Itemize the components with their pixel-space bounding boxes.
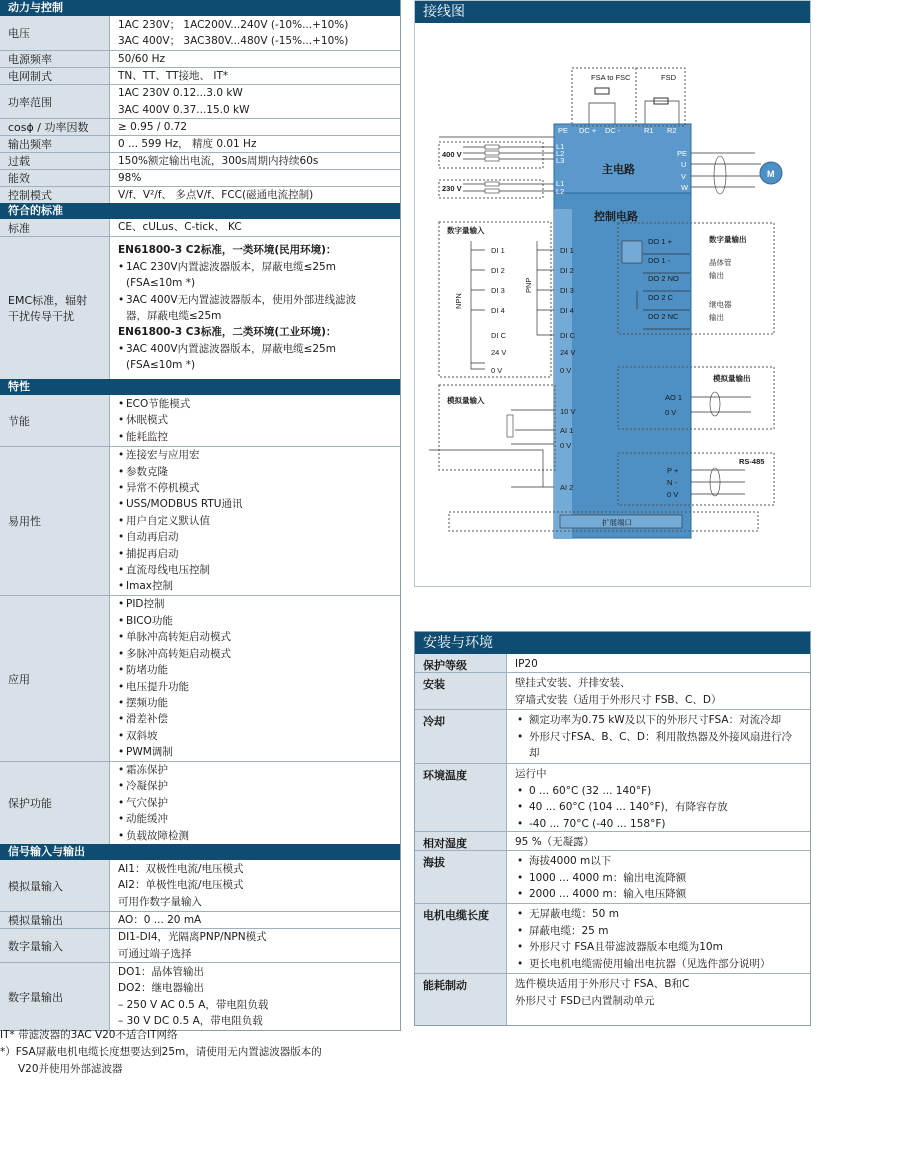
row-value <box>110 51 400 67</box>
rs485-wires <box>691 470 745 494</box>
l2-terminal: L2 <box>556 149 565 158</box>
di3-terminal: DI 3 <box>560 286 574 295</box>
row-label: 输出频率 <box>0 136 110 152</box>
fsa-fsc-label: FSA to FSC <box>591 73 631 82</box>
value-line: – 30 V DC 0.5 A，带电阻负载 <box>118 1014 263 1027</box>
di-title: 数字量输入 <box>447 226 485 235</box>
section-power-control: 动力与控制 <box>0 0 400 16</box>
row-label: 标准 <box>0 219 110 236</box>
npn-di1: DI 1 <box>491 246 505 255</box>
row-label: 过载 <box>0 153 110 169</box>
motor-label: M <box>767 169 775 179</box>
feature-item: • 负载故障检测 <box>118 828 392 844</box>
value-item: • -40 ... 70°C (-40 ... 158°F) <box>515 816 802 833</box>
control-circuit-label: 控制电路 <box>594 211 638 223</box>
feature-item: • 直流母线电压控制 <box>118 562 392 578</box>
row-usability <box>0 446 400 595</box>
row-label: 能耗制动 <box>415 974 507 1025</box>
row-control-mode <box>0 186 400 203</box>
feature-item: • 摆频功能 <box>118 695 392 711</box>
row-value <box>110 153 400 169</box>
value-item: • 40 ... 60°C (104 ... 140°F)，有降容存放 <box>515 799 802 816</box>
row-value <box>507 832 810 850</box>
environment-table <box>414 631 811 1026</box>
pe-out-terminal: PE <box>677 149 688 158</box>
feature-item: • 霜冻保护 <box>118 762 392 778</box>
value-line: 壁挂式安装、并排安装、 <box>515 677 631 689</box>
ao-title: 模拟量输出 <box>713 374 751 383</box>
ao-shield <box>710 392 720 416</box>
row-standard <box>0 219 400 236</box>
feature-item: • 捕捉再启动 <box>118 546 392 562</box>
row-value <box>110 395 400 446</box>
value-line: AI2：单极性电流/电压模式 <box>118 879 244 892</box>
rs485-title: RS-485 <box>739 457 765 466</box>
row-label: 数字量输入 <box>0 929 110 962</box>
value-line: DO1：晶体管输出 <box>118 965 205 978</box>
feature-item: • PWM调制 <box>118 744 392 760</box>
do-title: 数字量输出 <box>709 235 747 244</box>
npn-label: NPN <box>454 293 463 309</box>
row-value <box>110 170 400 186</box>
value-item: • 无屏蔽电缆：50 m <box>515 906 802 923</box>
row-label: 控制模式 <box>0 187 110 203</box>
value-item: • 1000 ... 4000 m：输出电流降额 <box>515 870 802 887</box>
emc-bullet-cont: (FSA≤10m *) <box>126 359 196 372</box>
feature-item: • 防堵功能 <box>118 662 392 678</box>
do2c-terminal: DO 2 C <box>648 293 674 302</box>
dc-plus-terminal: DC + <box>579 126 597 135</box>
row-value <box>110 68 400 84</box>
value-line: 3AC 400V； 3AC380V...480V (-15%...+10%) <box>118 35 349 47</box>
value-item: • 外形尺寸 FSA且带滤波器版本电缆为10m <box>515 939 802 956</box>
transistor-icon <box>622 241 642 263</box>
value-line: 可用作数字量输入 <box>118 895 202 908</box>
emc-bullet: • 3AC 400V内置滤波器版本，屏蔽电缆≤25m <box>118 341 392 357</box>
row-label: 数字量输出 <box>0 963 110 1030</box>
value-line: 穿墙式安装（适用于外形尺寸 FSB、C、D） <box>515 693 722 706</box>
row-value <box>110 119 400 135</box>
row-grid-system <box>0 67 400 84</box>
ai-0v-terminal: 0 V <box>560 441 572 450</box>
row-label: 环境温度 <box>415 764 507 831</box>
value-line: 50/60 Hz <box>118 52 166 65</box>
ao-0v-terminal: 0 V <box>665 408 677 417</box>
ai1-terminal: AI 1 <box>560 426 574 435</box>
di-wires <box>471 241 554 369</box>
relay-label-1: 继电器 <box>709 300 732 309</box>
do2nc-terminal: DO 2 NC <box>648 312 679 321</box>
value-line: CE、cULus、C-tick、 KC <box>118 221 242 234</box>
value-item: • 外形尺寸FSA、B、C、D：利用散热器及外接风扇进行冷却 <box>515 729 802 762</box>
row-label: 冷却 <box>415 710 507 763</box>
environment-header: 安装与环境 <box>415 632 810 654</box>
row-overload <box>0 152 400 169</box>
row-label: 保护等级 <box>415 654 507 672</box>
row-value <box>110 912 400 928</box>
do1p-terminal: DO 1 + <box>648 237 672 246</box>
section-standards: 符合的标准 <box>0 203 400 219</box>
emc-bullet: • 1AC 230V内置滤波器版本，屏蔽电缆≤25m <box>118 259 392 275</box>
row-label <box>0 237 110 379</box>
feature-item: • 滑差补偿 <box>118 711 392 727</box>
row-value <box>110 16 400 50</box>
transistor-label-2: 输出 <box>709 271 724 280</box>
v24-terminal: 24 V <box>560 348 576 357</box>
row-analog-input <box>0 860 400 911</box>
l1-terminal-230: L1 <box>556 179 565 188</box>
emc-bullet-cont: 器，屏蔽电缆≤25m <box>126 310 222 322</box>
fuses <box>485 145 499 193</box>
row-label: 能效 <box>0 170 110 186</box>
ai-wires <box>429 410 554 487</box>
row-value <box>110 762 400 844</box>
row-power-factor <box>0 118 400 135</box>
do1m-terminal: DO 1 - <box>648 256 671 265</box>
npn-0v: 0 V <box>491 366 503 375</box>
standards-rows <box>0 219 400 379</box>
power-rows <box>0 16 400 203</box>
row-label: 相对湿度 <box>415 832 507 850</box>
value-line: 1AC 230V 0.12...3.0 kW <box>118 87 243 100</box>
row-digital-input <box>0 928 400 962</box>
emc-c3-title: EN61800-3 C3标准，二类环境(工业环境)： <box>118 326 337 339</box>
row-output-frequency <box>0 135 400 152</box>
rs485-0v-terminal: 0 V <box>667 490 679 499</box>
value-line: ≥ 0.95 / 0.72 <box>118 120 188 133</box>
value-line: 运行中 <box>515 768 547 780</box>
feature-item: • BICO功能 <box>118 613 392 629</box>
feature-item: • 双斜坡 <box>118 728 392 744</box>
row-value <box>110 963 400 1030</box>
row-protection-class <box>415 654 810 672</box>
row-label: 模拟量输入 <box>0 860 110 911</box>
row-braking <box>415 973 810 1025</box>
main-circuit-label: 主电路 <box>602 164 635 176</box>
row-humidity <box>415 831 810 850</box>
row-grid-frequency <box>0 50 400 67</box>
row-cooling <box>415 709 810 763</box>
row-value <box>110 85 400 118</box>
npn-dic: DI C <box>491 331 506 340</box>
feature-item: • 多脉冲高转矩启动模式 <box>118 646 392 662</box>
value-line: 0 ... 599 Hz， 精度 0.01 Hz <box>118 137 257 150</box>
row-value <box>110 136 400 152</box>
feature-item: • 冷凝保护 <box>118 778 392 794</box>
emc-bullet-cont: (FSA≤10m *) <box>126 277 196 290</box>
brake-module <box>595 88 609 94</box>
value-line: AO：0 ... 20 mA <box>118 913 202 926</box>
value-line: 98% <box>118 171 142 184</box>
row-label: 应用 <box>0 596 110 761</box>
npn-di4: DI 4 <box>491 306 505 315</box>
value-item: • 更长电机电缆需使用输出电抗器（见选件部分说明） <box>515 956 802 973</box>
ai2-terminal: AI 2 <box>560 483 574 492</box>
row-value <box>110 187 400 203</box>
footnotes <box>0 1027 400 1078</box>
value-line: IP20 <box>515 658 538 670</box>
row-analog-output <box>0 911 400 928</box>
row-label: 电源频率 <box>0 51 110 67</box>
ao1-terminal: AO 1 <box>665 393 683 402</box>
value-line: 选件模块适用于外形尺寸 FSA、B和C <box>515 978 690 990</box>
input-230v-label: 230 V <box>442 184 462 193</box>
l1-terminal: L1 <box>556 142 565 151</box>
feature-item: • PID控制 <box>118 596 392 612</box>
npn-di2: DI 2 <box>491 266 505 275</box>
io-rows <box>0 860 400 1030</box>
row-value <box>507 904 810 973</box>
feature-item: • 单脉冲高转矩启动模式 <box>118 629 392 645</box>
r1-terminal: R1 <box>644 126 654 135</box>
row-ambient-temperature <box>415 763 810 831</box>
row-label: cosϕ / 功率因数 <box>0 119 110 135</box>
spec-table <box>0 0 401 1031</box>
feature-item: • 气穴保护 <box>118 795 392 811</box>
relay-label-2: 输出 <box>709 313 724 322</box>
value-line: TN、TT、TT接地、 IT* <box>118 69 229 82</box>
u-terminal: U <box>681 160 687 169</box>
pe-terminal: PE <box>558 126 569 135</box>
di4-terminal: DI 4 <box>560 306 574 315</box>
feature-item: • ECO节能模式 <box>118 396 392 412</box>
w-terminal: W <box>681 183 689 192</box>
ao-wires <box>691 397 751 412</box>
section-io: 信号输入与输出 <box>0 844 400 860</box>
npn-24v: 24 V <box>491 348 507 357</box>
p-plus-terminal: P + <box>667 466 679 475</box>
value-item: • 2000 ... 4000 m：输入电压降额 <box>515 886 802 903</box>
feature-item: • USS/MODBUS RTU通讯 <box>118 496 392 512</box>
value-item: • 屏蔽电缆：25 m <box>515 923 802 940</box>
row-value <box>110 219 400 236</box>
value-line: DI1-DI4，光隔离PNP/NPN模式 <box>118 931 267 944</box>
row-label: 节能 <box>0 395 110 446</box>
emc-c2-title: EN61800-3 C2标准，一类环境(民用环境)： <box>118 244 337 257</box>
feature-item: • Imax控制 <box>118 578 392 594</box>
di2-terminal: DI 2 <box>560 266 574 275</box>
row-voltage <box>0 16 400 50</box>
label-line: 干扰传导干扰 <box>8 310 74 323</box>
value-line: 可通过端子选择 <box>118 947 192 960</box>
footnote: *）FSA屏蔽电机电缆长度想要达到25m，请使用无内置滤波器版本的 <box>0 1046 322 1058</box>
row-value <box>507 851 810 903</box>
row-value <box>507 974 810 1025</box>
l2-terminal-230: L2 <box>556 187 565 196</box>
feature-item: • 用户自定义默认值 <box>118 513 392 529</box>
row-protection <box>0 761 400 844</box>
value-item: • 0 ... 60°C (32 ... 140°F) <box>515 783 802 800</box>
feature-item: • 能耗监控 <box>118 429 392 445</box>
n-minus-terminal: N - <box>667 478 677 487</box>
expansion-port-label: 扩展端口 <box>602 518 632 527</box>
ai-title: 模拟量输入 <box>447 396 485 405</box>
row-value <box>507 654 810 672</box>
value-line: AI1：双极性电流/电压模式 <box>118 862 244 875</box>
row-label: 模拟量输出 <box>0 912 110 928</box>
row-value <box>507 673 810 709</box>
row-value <box>507 710 810 763</box>
feature-item: • 动能缓冲 <box>118 811 392 827</box>
feature-item: • 连接宏与应用宏 <box>118 447 392 463</box>
r2-terminal: R2 <box>667 126 677 135</box>
v10-terminal: 10 V <box>560 407 576 416</box>
l3-terminal: L3 <box>556 156 565 165</box>
value-line: 95 %（无凝露） <box>515 836 595 848</box>
di1-terminal: DI 1 <box>560 246 574 255</box>
value-line: 外形尺寸 FSD已内置制动单元 <box>515 994 655 1007</box>
wiring-diagram-panel <box>414 0 811 587</box>
label-line: EMC标准，辐射 <box>8 294 88 307</box>
value-line: 3AC 400V 0.37...15.0 kW <box>118 103 250 116</box>
value-line: 150%额定输出电流，300s周期内持续60s <box>118 154 319 167</box>
footnote: V20并使用外部滤波器 <box>18 1063 123 1075</box>
npn-di3: DI 3 <box>491 286 505 295</box>
value-line: – 250 V AC 0.5 A，带电阻负载 <box>118 998 269 1011</box>
wiring-diagram <box>415 23 812 587</box>
row-label: 功率范围 <box>0 85 110 118</box>
row-digital-output <box>0 962 400 1030</box>
row-emc <box>0 236 400 379</box>
wiring-title: 接线图 <box>415 1 810 23</box>
feature-item: • 参数克隆 <box>118 464 392 480</box>
fsd-label: FSD <box>661 73 676 82</box>
row-value <box>110 929 400 962</box>
row-motor-cable-length <box>415 903 810 973</box>
row-value <box>507 764 810 831</box>
row-value <box>110 860 400 911</box>
do2no-terminal: DO 2 NO <box>648 274 679 283</box>
feature-item: • 休眠模式 <box>118 412 392 428</box>
potentiometer-icon <box>507 415 513 437</box>
input-400v-label: 400 V <box>442 150 462 159</box>
pnp-label: PNP <box>524 277 533 293</box>
value-line: V/f、V²/f、 多点V/f、FCC(磁通电流控制) <box>118 188 314 201</box>
features-rows <box>0 395 400 844</box>
value-line: 1AC 230V； 1AC200V...240V (-10%...+10%) <box>118 18 349 31</box>
row-altitude <box>415 850 810 903</box>
row-label: 电压 <box>0 16 110 50</box>
row-mounting <box>415 672 810 709</box>
row-energy-saving <box>0 395 400 446</box>
feature-item: • 异常不停机模式 <box>118 480 392 496</box>
row-value <box>110 596 400 761</box>
value-line: DO2：继电器输出 <box>118 982 205 995</box>
v-terminal: V <box>681 172 687 181</box>
row-label: 易用性 <box>0 447 110 595</box>
value-item: • 额定功率为0.75 kW及以下的外形尺寸FSA：对流冷却 <box>515 712 802 729</box>
section-features: 特性 <box>0 379 400 395</box>
row-value <box>110 447 400 595</box>
row-label: 海拔 <box>415 851 507 903</box>
row-label: 保护功能 <box>0 762 110 844</box>
value-item: • 海拔4000 m以下 <box>515 853 802 870</box>
cable-shield <box>714 156 726 194</box>
row-label: 安装 <box>415 673 507 709</box>
dic-terminal: DI C <box>560 331 575 340</box>
row-label: 电网制式 <box>0 68 110 84</box>
row-value <box>110 237 400 379</box>
row-power-range <box>0 84 400 118</box>
feature-item: • 电压提升功能 <box>118 679 392 695</box>
dc-minus-terminal: DC - <box>605 126 621 135</box>
v0-terminal: 0 V <box>560 366 572 375</box>
footnote: IT* 带滤波器的3AC V20不适合IT网络 <box>0 1029 178 1041</box>
row-application <box>0 595 400 761</box>
row-label: 电机电缆长度 <box>415 904 507 973</box>
feature-item: • 自动再启动 <box>118 529 392 545</box>
emc-bullet: • 3AC 400V无内置滤波器版本，使用外部进线滤波 <box>118 292 392 308</box>
transistor-label-1: 晶体管 <box>709 258 732 267</box>
row-efficiency <box>0 169 400 186</box>
